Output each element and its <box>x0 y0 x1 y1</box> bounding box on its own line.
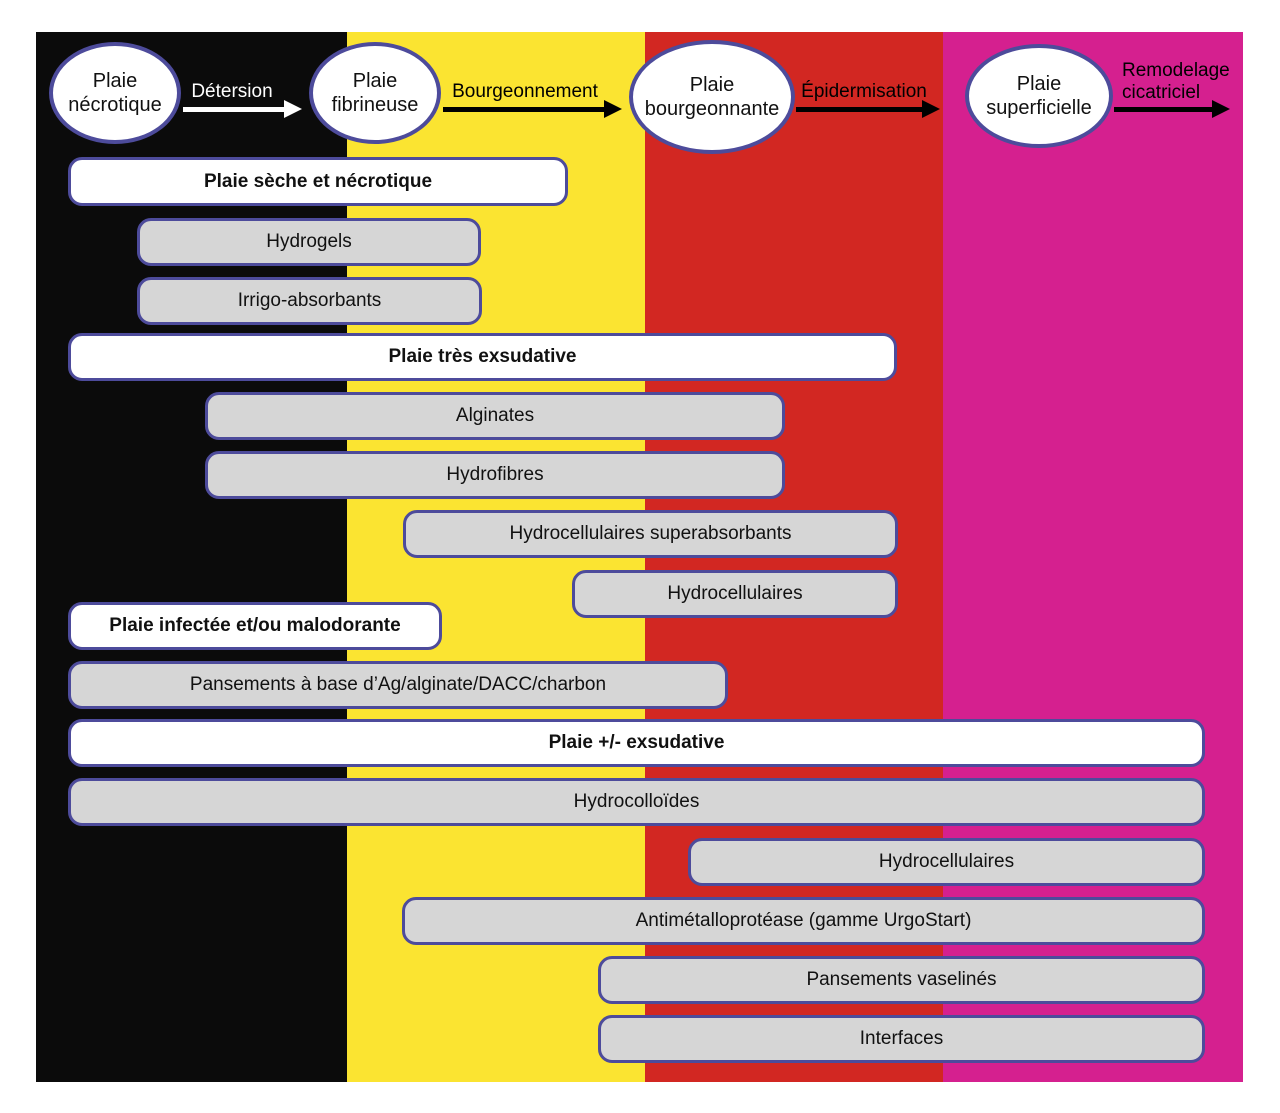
stage-label: Plaie <box>352 70 398 92</box>
stage-label: Plaie <box>1016 73 1062 95</box>
box-hydrocellulaires-2: Hydrocellulaires <box>688 838 1205 886</box>
transition-label-epidermisation: Épidermisation <box>801 81 927 102</box>
stage-label: fibrineuse <box>331 94 419 116</box>
stage-ellipse-plaie-bourgeonnante <box>629 40 795 154</box>
stage-ellipse-plaie-fibrineuse <box>309 42 441 144</box>
box-hydrocolloides: Hydrocolloïdes <box>68 778 1205 826</box>
transition-label-bourgeonnement: Bourgeonnement <box>452 81 598 102</box>
box-antimetalloprotease-urgostart: Antimétalloprotéase (gamme UrgoStart) <box>402 897 1205 945</box>
box-hydrofibres: Hydrofibres <box>205 451 785 499</box>
box-plaie-infectee-malodorante: Plaie infectée et/ou malodorante <box>68 602 442 650</box>
stage-label: Plaie <box>92 70 138 92</box>
transition-label-remodelage-cicatriciel: Remodelage cicatriciel <box>1122 60 1230 103</box>
box-plaie-tres-exsudative: Plaie très exsudative <box>68 333 897 381</box>
arrow-remodelage <box>1114 107 1212 112</box>
stage-ellipse-plaie-superficielle <box>965 44 1113 148</box>
box-interfaces: Interfaces <box>598 1015 1205 1063</box>
diagram-area <box>36 32 1243 1082</box>
arrowhead-bourgeonnement <box>604 100 622 118</box>
box-alginates: Alginates <box>205 392 785 440</box>
stage-label: bourgeonnante <box>644 98 780 120</box>
box-hydrocellulaires-superabsorbants: Hydrocellulaires superabsorbants <box>403 510 898 558</box>
box-pansements-ag-alginate-dacc-charbon: Pansements à base d’Ag/alginate/DACC/charbon <box>68 661 728 709</box>
box-pansements-vaselines: Pansements vaselinés <box>598 956 1205 1004</box>
stage-ellipse-plaie-necrotique <box>49 42 181 144</box>
box-hydrocellulaires-1: Hydrocellulaires <box>572 570 898 618</box>
arrowhead-remodelage <box>1212 100 1230 118</box>
transition-label-detersion: Détersion <box>191 81 273 102</box>
box-plaie-seche-et-necrotique: Plaie sèche et nécrotique <box>68 157 568 206</box>
stage-label: superficielle <box>986 97 1092 119</box>
stage-label: Plaie <box>689 74 735 96</box>
arrow-epidermisation <box>796 107 922 112</box>
box-hydrogels: Hydrogels <box>137 218 481 266</box>
arrowhead-detersion <box>284 100 302 118</box>
box-plaie-plus-moins-exsudative: Plaie +/- exsudative <box>68 719 1205 767</box>
arrowhead-epidermisation <box>922 100 940 118</box>
arrow-detersion <box>183 107 285 112</box>
arrow-bourgeonnement <box>443 107 604 112</box>
box-irrigo-absorbants: Irrigo-absorbants <box>137 277 482 325</box>
stage-label: nécrotique <box>68 94 162 116</box>
